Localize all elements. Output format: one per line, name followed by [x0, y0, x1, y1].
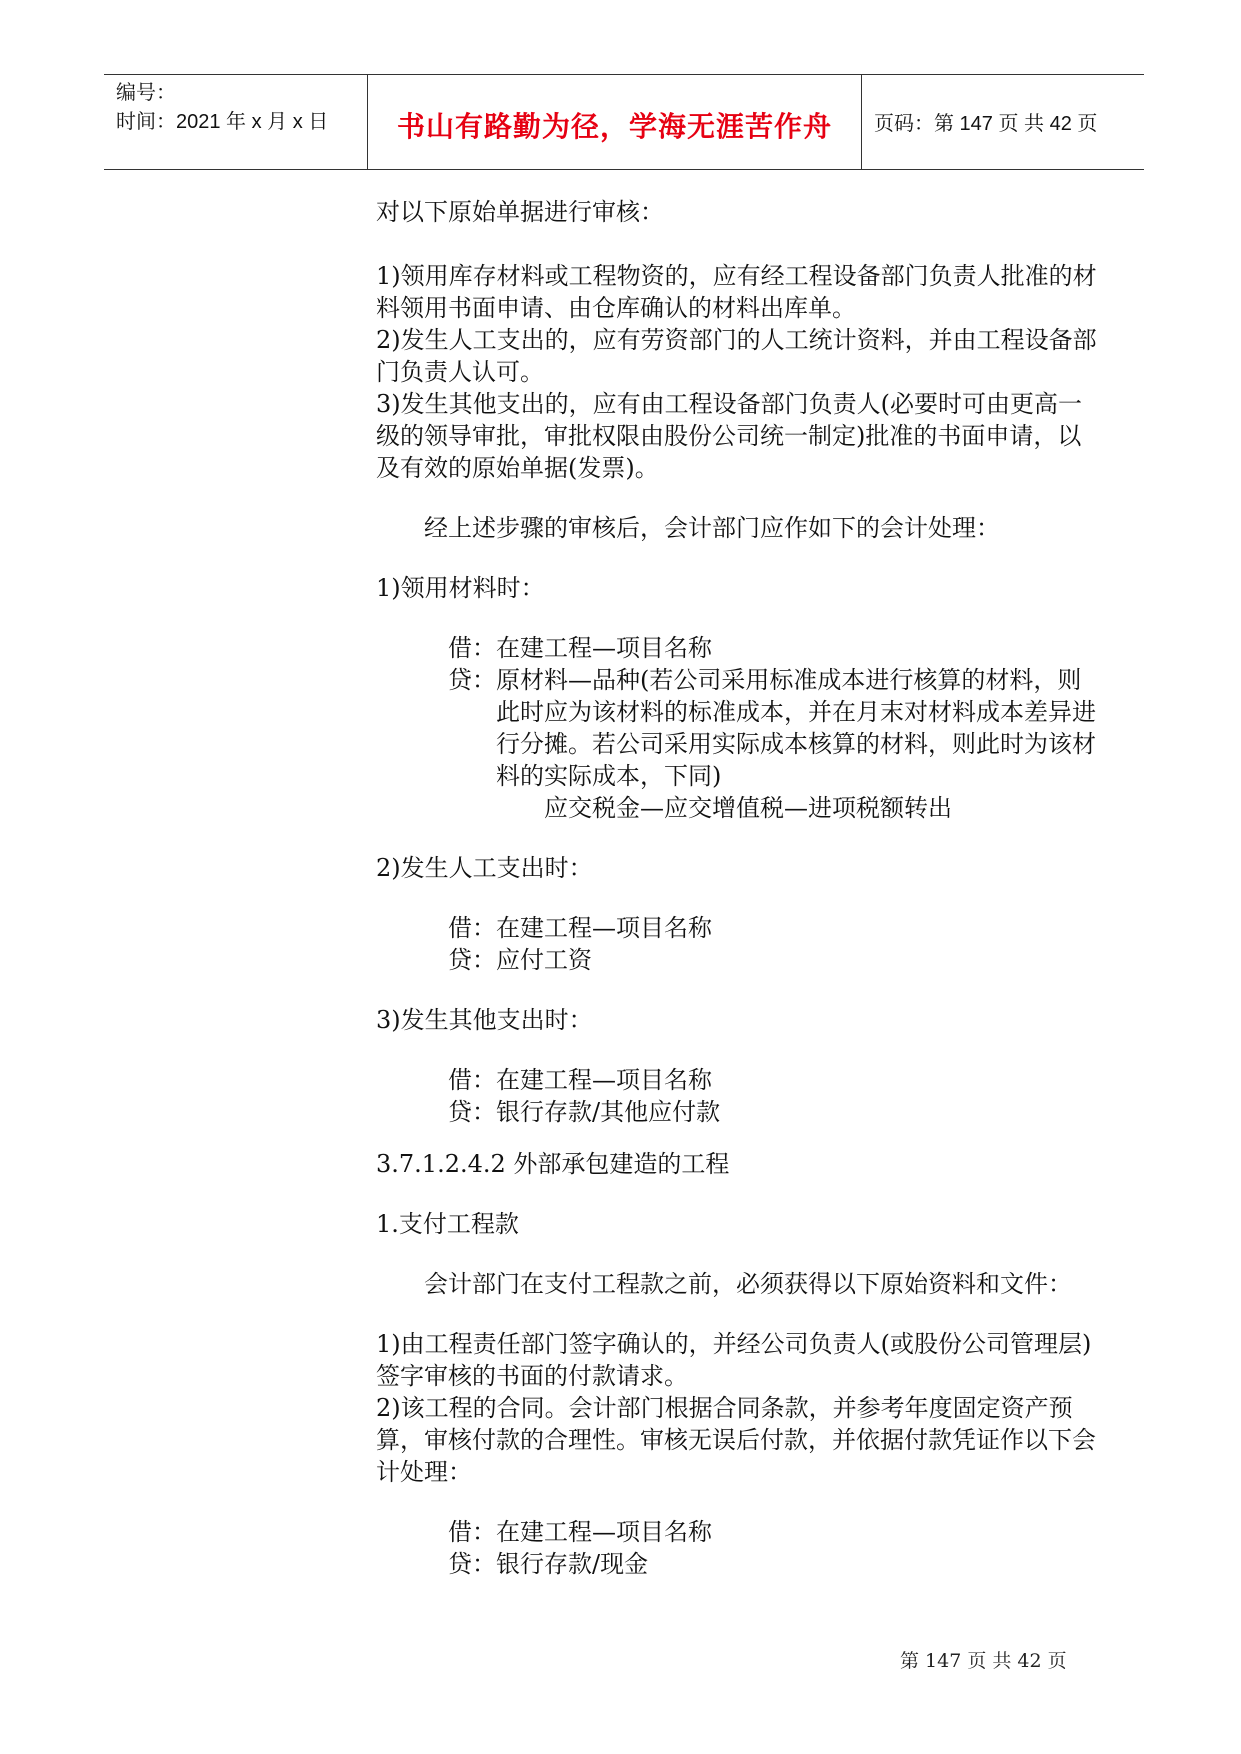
subheading-payment: 1.支付工程款 [376, 1210, 519, 1238]
paragraph-accounting-intro: 经上述步骤的审核后，会计部门应作如下的会计处理： [424, 514, 1000, 542]
header-page-info: 页码：第 147 页 共 42 页 [874, 113, 1098, 135]
entry-4-credit: 贷：银行存款/现金 [448, 1550, 649, 1578]
motto: 书山有路勤为径，学海无涯苦作舟 [396, 111, 832, 142]
section-heading: 3.7.1.2.4.2 外部承包建造的工程 [376, 1150, 730, 1178]
page-header [104, 74, 1144, 170]
paragraph-item-1: 1)领用库存材料或工程物资的，应有经工程设备部门负责人批准的材料领用书面申请、由仓库确认的材料出库单。 [376, 262, 1097, 322]
entry-3-debit: 借：在建工程—项目名称 [448, 1066, 712, 1094]
paragraph-intro: 对以下原始单据进行审核： [376, 198, 664, 226]
entry-1-debit: 借：在建工程—项目名称 [448, 634, 712, 662]
heading-materials: 1)领用材料时： [376, 574, 545, 602]
paragraph-payment-item-2: 2)该工程的合同。会计部门根据合同条款，并参考年度固定资产预算，审核付款的合理性。审核无误后付款，并依据付款凭证作以下会计处理： [376, 1394, 1096, 1486]
paragraph-payment-intro: 会计部门在支付工程款之前，必须获得以下原始资料和文件： [424, 1270, 1072, 1298]
entry-4-debit: 借：在建工程—项目名称 [448, 1518, 712, 1546]
paragraph-item-2: 2)发生人工支出的，应有劳资部门的人工统计资料，并由工程设备部门负责人认可。 [376, 326, 1097, 386]
heading-labor: 2)发生人工支出时： [376, 854, 593, 882]
entry-2-credit: 贷：应付工资 [448, 946, 592, 974]
time-label: 时间：2021 年 x 月 x 日 [116, 111, 329, 133]
paragraph-item-3: 3)发生其他支出的，应有由工程设备部门负责人(必要时可由更高一级的领导审批，审批权限由股份公司统一制定)批准的书面申请，以及有效的原始单据(发票)。 [376, 390, 1082, 482]
header-motto-cell [368, 75, 862, 169]
document-body [376, 196, 1104, 1580]
entry-1-credit: 贷：原材料—品种(若公司采用标准成本进行核算的材料，则此时应为该材料的标准成本，并在月末对材料成本差异进行分摊。若公司采用实际成本核算的材料，则此时为该材料的实际成本，下同) [448, 666, 1096, 790]
entry-2-debit: 借：在建工程—项目名称 [448, 914, 712, 942]
header-meta [104, 75, 368, 169]
paragraph-payment-item-1: 1)由工程责任部门签字确认的，并经公司负责人(或股份公司管理层)签字审核的书面的付款请求。 [376, 1330, 1092, 1390]
entry-3-credit: 贷：银行存款/其他应付款 [448, 1098, 721, 1126]
heading-other: 3)发生其他支出时： [376, 1006, 593, 1034]
entry-1-credit-2: 应交税金—应交增值税—进项税额转出 [544, 794, 952, 822]
number-label: 编号： [116, 82, 176, 104]
page-footer: 第 147 页 共 42 页 [900, 1650, 1067, 1672]
